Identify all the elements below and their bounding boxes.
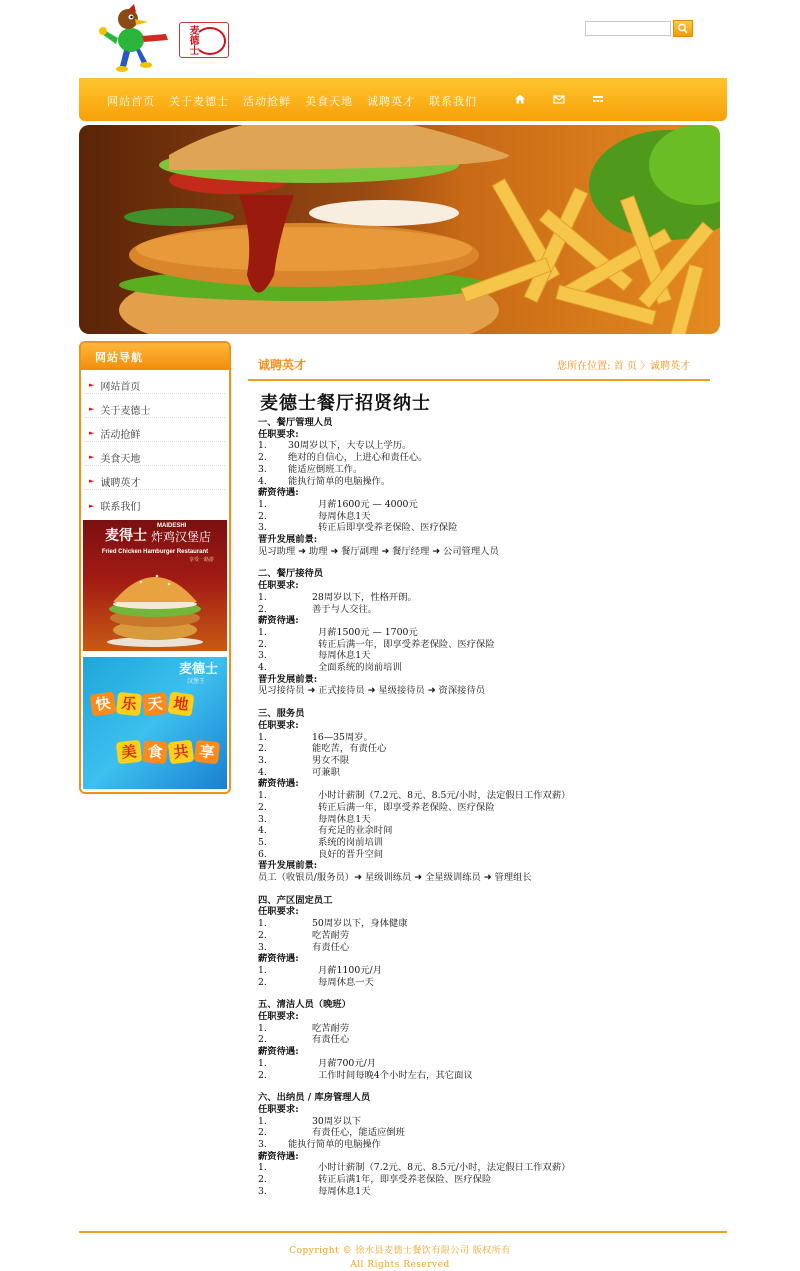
requirement-item [258,942,710,954]
requirements-label: 任职要求: [258,1103,299,1115]
nav-item-food[interactable]: 美食天地 [305,95,353,108]
item-number: 1. [258,731,267,743]
salary-item [258,627,710,639]
item-text: 能适应倒班工作。 [288,463,363,475]
requirements-label: 任职要求: [258,1011,299,1023]
item-text: 能执行简单的电脑操作。 [288,475,391,487]
bullet-icon: ► [89,429,95,437]
footer-copyright: Copyright © 徐水县麦德士餐饮有限公司 版权所有 [289,1246,511,1256]
item-number: 2. [258,976,267,988]
sidebar-item-jobs[interactable] [85,466,225,490]
item-number: 1. [258,790,267,802]
item-text: 转正后满1年，即享受养老保险、医疗保险 [318,1174,492,1186]
salary-item [258,522,710,534]
nav-item-jobs[interactable]: 诚聘英才 [367,95,415,108]
sidebar-item-label: 活动抢鲜 [100,429,141,441]
requirements-label: 任职要求: [258,906,299,918]
job-section [258,1092,710,1197]
item-text: 有责任心 [312,1034,350,1046]
requirement-item [258,1034,710,1046]
nav-item-promotions[interactable]: 活动抢鲜 [243,95,291,108]
breadcrumb: 您所在位置: 首 页 〉诚聘英才 [557,361,690,372]
item-text: 月薪700元/月 [318,1057,377,1069]
item-number: 2. [258,638,267,650]
item-text: 每周休息1天 [318,650,371,662]
requirement-item [258,732,710,744]
requirement-item [258,743,710,755]
section-title: 诚聘英才 [258,358,307,372]
nav-item-about[interactable]: 关于麦德士 [169,95,229,108]
item-text: 每周休息一天 [318,976,374,988]
requirement-item [258,755,710,767]
search-button[interactable] [673,20,693,37]
requirement-item [258,592,710,604]
item-number: 4. [258,662,267,674]
requirements-label: 任职要求: [258,580,299,592]
job-section [258,417,710,557]
salary-item [258,511,710,523]
item-text: 转正后满一年，即享受养老保险、医疗保险 [318,638,495,650]
item-number: 2. [258,1127,267,1139]
sidebar-item-label: 联系我们 [100,502,141,513]
salary-item [258,825,710,837]
item-number: 3. [258,1185,267,1197]
item-number: 6. [258,848,267,860]
mascot-logo[interactable] [98,4,174,74]
item-text: 小时计薪制（7.2元、8元、8.5元/小时，法定假日工作双薪） [318,790,571,802]
career-path-label: 晋升发展前景: [258,673,318,685]
item-text: 能执行简单的电脑操作 [288,1139,381,1151]
bullet-icon: ► [89,453,95,461]
item-number: 3. [258,463,267,475]
item-number: 1. [258,964,267,976]
hero-banner [79,125,720,334]
item-text: 全面系统的岗前培训 [318,662,402,674]
item-number: 1. [258,1115,267,1127]
sidebar-item-food[interactable] [85,442,225,466]
item-text: 绝对的自信心，上进心和责任心。 [288,452,428,464]
footer-divider [79,1231,727,1233]
salary-label: 薪资待遇: [258,615,299,627]
salary-item [258,662,710,674]
item-number: 3. [258,813,267,825]
salary-item [258,814,710,826]
burger-image [105,562,205,648]
career-path-label: 晋升发展前景: [258,860,318,872]
salary-item [258,1162,710,1174]
requirement-item [258,1023,710,1035]
promo2-brand-sub: 汉堡王 [187,678,206,685]
sidebar-item-label: 美食天地 [100,453,141,465]
item-number: 2. [258,510,267,522]
brand-logo-text: 麦德士 [187,25,198,55]
sidebar-item-about[interactable] [85,394,225,418]
bullet-icon: ► [89,477,95,485]
sidebar-item-contact[interactable] [85,490,225,514]
salary-item [258,802,710,814]
promo-brand-en: MAIDESHI [157,523,187,529]
requirement-item [258,476,710,488]
promo2-char: 快 [90,691,117,716]
item-text: 28周岁以下，性格开朗。 [312,591,417,603]
career-path: 员工（收银员/服务员）➜ 星级训练员 ➜ 全星级训练员 ➜ 管理组长 [258,872,532,884]
item-text: 善于与人交往。 [312,603,378,615]
item-text: 小时计薪制（7.2元、8元、8.5元/小时，法定假日工作双薪） [318,1162,571,1174]
item-text: 有充足的业余时间 [318,825,393,837]
job-title: 二、餐厅接待员 [258,568,324,580]
item-text: 工作时间每晚4个小时左右，其它面议 [318,1069,473,1081]
sidebar-title: 网站导航 [81,343,229,370]
item-number: 1. [258,918,267,930]
salary-item [258,639,710,651]
salary-item [258,965,710,977]
item-text: 月薪1500元 — 1700元 [318,626,418,638]
item-number: 2. [258,929,267,941]
item-text: 转正后即享受养老保险、医疗保险 [318,522,458,534]
salary-item [258,1186,710,1198]
content-header [248,341,710,381]
salary-item [258,1174,710,1186]
item-text: 16—35周岁。 [312,731,373,743]
sitemap-icon[interactable] [591,93,605,105]
item-number: 4. [258,766,267,778]
footer [0,1244,800,1271]
requirement-item [258,930,710,942]
item-number: 3. [258,522,267,534]
promo2-char: 美 [116,740,142,764]
salary-item [258,1058,710,1070]
item-text: 30周岁以下 [312,1115,362,1127]
requirement-item [258,767,710,779]
promo2-line1 [91,693,193,715]
item-text: 可兼职 [312,766,340,778]
item-text: 有责任心 [312,941,350,953]
promo2-char: 天 [142,692,168,716]
brand-swoosh-icon [194,27,226,55]
burger-fries-illustration [79,125,720,334]
item-number: 1. [258,591,267,603]
article-title: 麦德士餐厅招贤纳士 [260,393,431,414]
job-title: 六、出纳员 / 库房管理人员 [258,1092,371,1104]
item-text: 吃苦耐劳 [312,1022,350,1034]
item-text: 系统的岗前培训 [318,836,384,848]
item-number: 4. [258,825,267,837]
salary-label: 薪资待遇: [258,1046,299,1058]
item-text: 每周休息1天 [318,813,371,825]
item-text: 能吃苦，有责任心 [312,743,387,755]
bullet-icon: ► [89,381,95,389]
job-title: 三、服务员 [258,708,305,720]
item-text: 30周岁以下，大专以上学历。 [288,440,412,452]
requirement-item [258,1139,710,1151]
requirement-item [258,440,710,452]
item-number: 1. [258,1162,267,1174]
sidebar [79,341,231,794]
item-text: 男女不限 [312,754,350,766]
job-section [258,999,710,1081]
requirement-item [258,1127,710,1139]
search-icon [674,21,692,36]
item-text: 转正后满一年，即享受养老保险、医疗保险 [318,801,495,813]
item-text: 50周岁以下，身体健康 [312,918,408,930]
item-text: 良好的晋升空间 [318,848,384,860]
item-text: 每周休息1天 [318,510,371,522]
item-text: 每周休息1天 [318,1185,371,1197]
item-text: 月薪1100元/月 [318,964,382,976]
item-number: 3. [258,941,267,953]
job-title: 四、产区固定员工 [258,894,333,906]
promo2-line2 [117,741,219,763]
item-number: 2. [258,1174,267,1186]
item-number: 3. [258,1139,267,1151]
promo2-char: 享 [194,740,220,764]
item-number: 5. [258,836,267,848]
requirement-item [258,1116,710,1128]
promo2-char: 地 [168,691,195,716]
promo-banner-happy-land[interactable] [83,657,227,789]
salary-label: 薪资待遇: [258,1150,299,1162]
career-path: 见习助理 ➜ 助理 ➜ 餐厅副理 ➜ 餐厅经理 ➜ 公司管理人员 [258,545,499,557]
salary-item [258,499,710,511]
career-path: 见习接待员 ➜ 正式接待员 ➜ 星级接待员 ➜ 资深接待员 [258,685,486,697]
item-text: 月薪1600元 — 4000元 [318,498,418,510]
sidebar-item-label: 关于麦德士 [100,405,151,417]
item-number: 2. [258,1034,267,1046]
brand-logo[interactable] [179,22,229,58]
home-icon[interactable] [513,93,527,105]
salary-item [258,650,710,662]
sidebar-item-label: 网站首页 [100,381,141,393]
salary-item [258,977,710,989]
item-number: 2. [258,452,267,464]
salary-label: 薪资待遇: [258,487,299,499]
job-title: 一、餐厅管理人员 [258,417,333,428]
requirement-item [258,452,710,464]
footer-rights: All Rights Reserved [350,1260,450,1270]
requirement-item [258,918,710,930]
search-input[interactable] [585,21,671,36]
item-number: 2. [258,743,267,755]
job-section [258,568,710,697]
requirements-label: 任职要求: [258,428,299,440]
sidebar-item-home[interactable] [85,370,225,394]
sidebar-item-promotions[interactable] [85,418,225,442]
item-number: 1. [258,440,267,452]
promo2-char: 乐 [116,692,142,716]
item-text: 吃苦耐劳 [312,929,350,941]
salary-item [258,849,710,861]
item-number: 1. [258,1022,267,1034]
promo-slogan: 享受一路游 [189,557,215,563]
item-number: 1. [258,498,267,510]
item-number: 1. [258,1057,267,1069]
mail-icon[interactable] [552,93,566,105]
bullet-icon: ► [89,405,95,413]
item-number: 2. [258,801,267,813]
nav-item-home[interactable]: 网站首页 [107,95,155,108]
item-number: 1. [258,626,267,638]
article-body [258,417,710,1198]
promo-subtitle: Fried Chicken Hamburger Restaurant [101,549,209,555]
requirement-item [258,464,710,476]
header [0,0,800,78]
promo-name: 炸鸡汉堡店 [151,530,212,544]
main-content [248,341,710,1209]
promo2-char: 共 [168,740,195,765]
nav-item-contact[interactable]: 联系我们 [429,95,477,108]
salary-label: 薪资待遇: [258,778,299,790]
career-path-label: 晋升发展前景: [258,534,318,546]
job-title: 五、清洁人员（晚班） [258,999,351,1011]
item-number: 4. [258,475,267,487]
item-number: 3. [258,754,267,766]
salary-item [258,837,710,849]
sidebar-item-label: 诚聘英才 [100,477,141,489]
item-number: 2. [258,603,267,615]
salary-label: 薪资待遇: [258,953,299,965]
job-section [258,708,710,884]
item-text: 有责任心，能适应倒班 [312,1127,405,1139]
bullet-icon: ► [89,501,95,510]
promo-brand: 麦得士 [105,528,147,544]
nav-links [107,93,491,109]
main-nav [79,78,727,121]
promo-banner-restaurant[interactable] [83,520,227,651]
promo2-brand: 麦德士 [179,662,219,677]
requirement-item [258,604,710,616]
item-number: 3. [258,650,267,662]
salary-item [258,1070,710,1082]
salary-item [258,790,710,802]
requirements-label: 任职要求: [258,719,299,731]
item-number: 2. [258,1069,267,1081]
job-section [258,895,710,989]
promo2-char: 食 [142,740,168,764]
